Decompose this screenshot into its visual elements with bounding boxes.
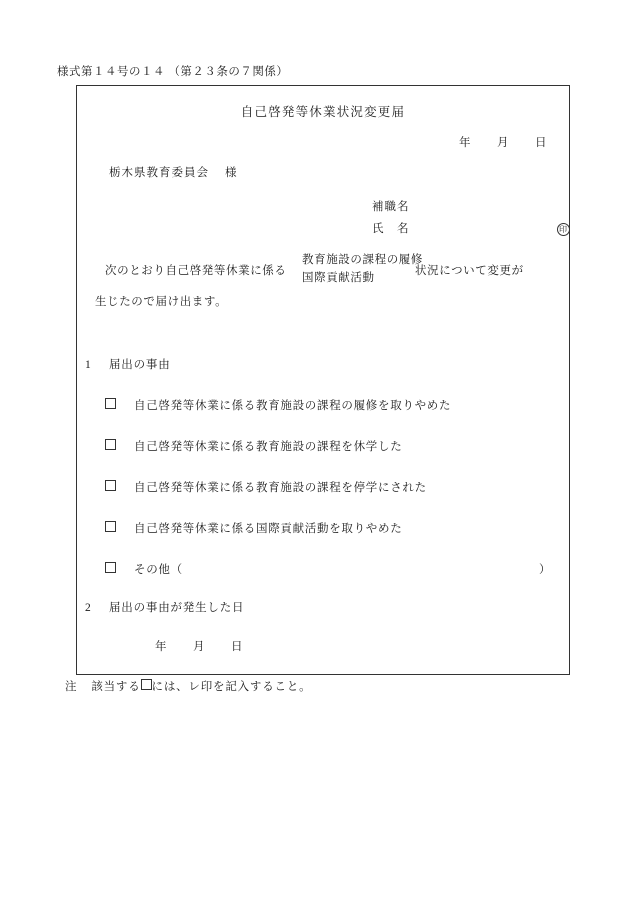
addressee-honorific: 様 bbox=[225, 167, 238, 179]
checkbox-icon bbox=[141, 679, 152, 690]
addressee-name: 栃木県教育委員会 bbox=[109, 167, 209, 179]
section-1-title: 届出の事由 bbox=[109, 359, 171, 371]
submission-date-line bbox=[459, 134, 547, 150]
paragraph-options-stack bbox=[302, 251, 423, 287]
checkbox-icon[interactable] bbox=[105, 398, 116, 409]
sender-position-row bbox=[372, 196, 562, 218]
sender-name-label: 氏 名 bbox=[372, 223, 410, 235]
section-1-number: 1 bbox=[85, 359, 92, 371]
body-paragraph bbox=[95, 251, 555, 308]
body-paragraph-line1 bbox=[95, 251, 555, 287]
section-2-number: 2 bbox=[85, 602, 92, 614]
occurrence-day-label: 日 bbox=[231, 641, 243, 653]
seal-icon bbox=[557, 218, 570, 240]
date-year-label: 年 bbox=[459, 137, 471, 149]
sender-name-row bbox=[372, 218, 568, 240]
page-title: 自己啓発等休業状況変更届 bbox=[240, 105, 406, 119]
checkbox-row-3[interactable] bbox=[105, 479, 427, 495]
occurrence-year-label: 年 bbox=[155, 641, 167, 653]
checkbox-row-5[interactable] bbox=[105, 561, 183, 577]
addressee bbox=[109, 164, 238, 180]
occurrence-date-line[interactable] bbox=[155, 638, 243, 654]
footnote-text-after: には、レ印を記入すること。 bbox=[151, 681, 312, 693]
footnote bbox=[65, 678, 311, 694]
sender-block bbox=[372, 196, 568, 240]
checkbox-icon[interactable] bbox=[105, 521, 116, 532]
checkbox-row-4[interactable] bbox=[105, 520, 402, 536]
date-month-label: 月 bbox=[497, 137, 509, 149]
checkbox-icon[interactable] bbox=[105, 562, 116, 573]
footnote-text-before: 該当する bbox=[91, 681, 141, 693]
checkbox-row-1[interactable] bbox=[105, 397, 451, 413]
checkbox-label-3: 自己啓発等休業に係る教育施設の課程を停学にされた bbox=[134, 482, 427, 494]
checkbox-icon[interactable] bbox=[105, 480, 116, 491]
checkbox-icon[interactable] bbox=[105, 439, 116, 450]
seal-mark-label: 印 bbox=[559, 225, 568, 234]
section-2-title: 届出の事由が発生した日 bbox=[109, 602, 245, 614]
checkbox-label-4: 自己啓発等休業に係る国際貢献活動を取りやめた bbox=[134, 523, 403, 535]
section-1-heading bbox=[85, 356, 171, 372]
footnote-label: 注 bbox=[65, 681, 78, 693]
sender-position-label: 補職名 bbox=[372, 201, 410, 213]
checkbox-label-2: 自己啓発等休業に係る教育施設の課程を休学した bbox=[134, 441, 403, 453]
section-2-heading bbox=[85, 599, 244, 615]
other-field-close-paren: ） bbox=[539, 564, 551, 576]
paragraph-option-2: 国際貢献活動 bbox=[302, 272, 375, 284]
body-paragraph-line2: 生じたので届け出ます。 bbox=[95, 296, 228, 308]
checkbox-label-5: その他（ bbox=[134, 564, 183, 576]
paragraph-post-text: 状況について変更が bbox=[415, 265, 524, 277]
paragraph-pre-text: 次のとおり自己啓発等休業に係る bbox=[105, 265, 287, 277]
form-code: 様式第１４号の１４ （第２３条の７関係） bbox=[57, 66, 289, 78]
paragraph-option-1: 教育施設の課程の履修 bbox=[302, 254, 423, 266]
form-frame bbox=[76, 85, 570, 675]
occurrence-month-label: 月 bbox=[193, 641, 205, 653]
checkbox-label-1: 自己啓発等休業に係る教育施設の課程の履修を取りやめた bbox=[134, 400, 452, 412]
date-day-label: 日 bbox=[535, 137, 547, 149]
checkbox-row-2[interactable] bbox=[105, 438, 402, 454]
